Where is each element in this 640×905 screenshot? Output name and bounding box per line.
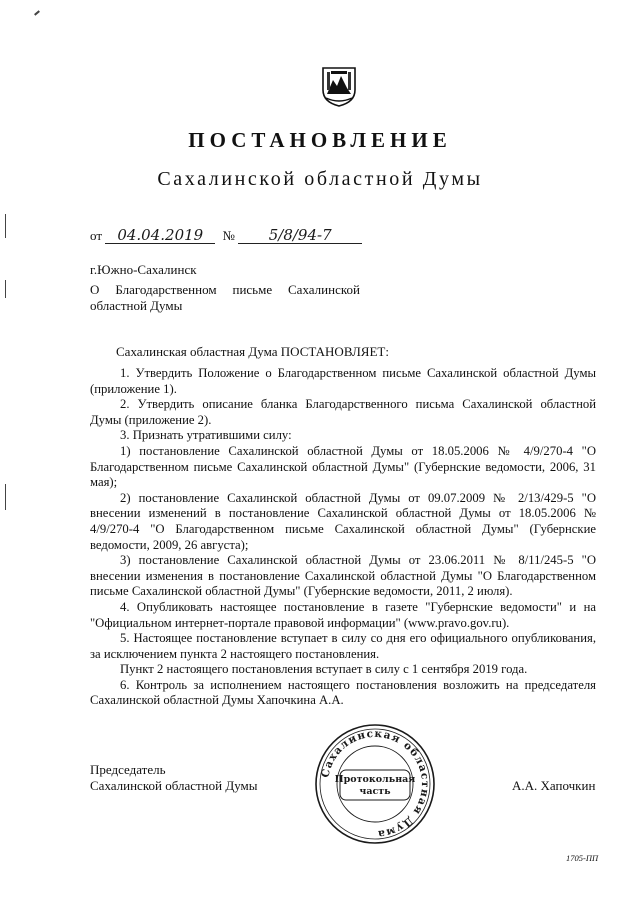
subject-word: письме bbox=[232, 282, 273, 297]
paragraph: 5. Настоящее постановление вступает в силу со дня его официального опубликования, за исключением пункта 2 настоящего постановления. bbox=[90, 631, 596, 661]
position-line-1: Председатель bbox=[90, 762, 166, 777]
paragraph: 3) постановление Сахалинской областной Думы от 23.06.2011 № 8/11/245-5 "О внесении изменения в постановление Сахалинской областной Думы "О Благодарственном письме Сахалинской областной Думы" (Губернские ведомости, 2011, 2 июля). bbox=[90, 553, 596, 599]
paragraph: 2) постановление Сахалинской областной Думы от 09.07.2009 № 2/13/429-5 "О внесении изменений в постановление Сахалинской областной Думы от 18.05.2006 № 4/9/270-4 "О Благодарственном письме Сахалинской областной Думы" (Губернские ведомости, 2009, 26 августа); bbox=[90, 490, 596, 552]
city-name: г.Южно-Сахалинск bbox=[90, 262, 197, 277]
subject-line-1 bbox=[90, 282, 360, 298]
scan-mark-left-1 bbox=[5, 214, 6, 238]
scan-mark-left-2 bbox=[5, 280, 6, 298]
subject-line-2: областной Думы bbox=[90, 298, 183, 313]
document-title: ПОСТАНОВЛЕНИЕ bbox=[188, 128, 452, 152]
date-prefix: от bbox=[90, 228, 103, 243]
signatory-name: А.А. Хапочкин bbox=[512, 778, 596, 793]
seal-ring-text: Сахалинская областная Дума bbox=[319, 727, 432, 841]
document-code: 1705-ПП bbox=[566, 853, 599, 863]
handwritten-number: 5/8/94-7 bbox=[238, 228, 362, 244]
subject-word: Благодарственном bbox=[115, 282, 217, 297]
subject-word: О bbox=[90, 282, 100, 297]
coat-of-arms-emblem bbox=[318, 64, 360, 108]
paragraph: 4. Опубликовать настоящее постановление в газете "Губернские ведомости" и на "Официальном интернет-портале правовой информации" (www.pravo.gov.ru). bbox=[90, 599, 596, 630]
paragraph: 1) постановление Сахалинской областной Думы от 18.05.2006 № 4/9/270-4 "О Благодарственном письме Сахалинской областной Думы" (Губернские ведомости, 2006, 31 мая); bbox=[90, 443, 596, 490]
paragraph: 6. Контроль за исполнением настоящего постановления возложить на председателя Сахалинской областной Думы Хапочкина А.А. bbox=[90, 677, 596, 708]
scan-mark-corner bbox=[34, 10, 40, 15]
date-number-line bbox=[90, 228, 362, 244]
position-line-2: Сахалинской областной Думы bbox=[90, 778, 258, 793]
handwritten-date: 04.04.2019 bbox=[105, 228, 215, 244]
document-subtitle: Сахалинской областной Думы bbox=[157, 168, 483, 190]
paragraph: 2. Утвердить описание бланка Благодарственного письма Сахалинской областной Думы (приложение 2). bbox=[90, 397, 596, 427]
document-subject bbox=[90, 282, 360, 314]
seal-center-line-1: Протокольная bbox=[334, 774, 416, 785]
seal-center-line-2: часть bbox=[359, 786, 391, 797]
number-label: № bbox=[222, 228, 235, 243]
paragraph: 3. Признать утратившими силу: bbox=[120, 428, 292, 443]
scan-mark-left-3 bbox=[5, 484, 6, 510]
subject-word: Сахалинской bbox=[288, 282, 360, 297]
preamble: Сахалинская областная Дума ПОСТАНОВЛЯЕТ: bbox=[116, 344, 389, 359]
official-seal bbox=[314, 723, 436, 845]
paragraph: 1. Утвердить Положение о Благодарственном письме Сахалинской областной Думы (приложение 1). bbox=[90, 366, 596, 396]
paragraph: Пункт 2 настоящего постановления вступает в силу с 1 сентября 2019 года. bbox=[120, 662, 528, 677]
signatory-position bbox=[90, 762, 258, 794]
resolution-body bbox=[90, 366, 596, 709]
